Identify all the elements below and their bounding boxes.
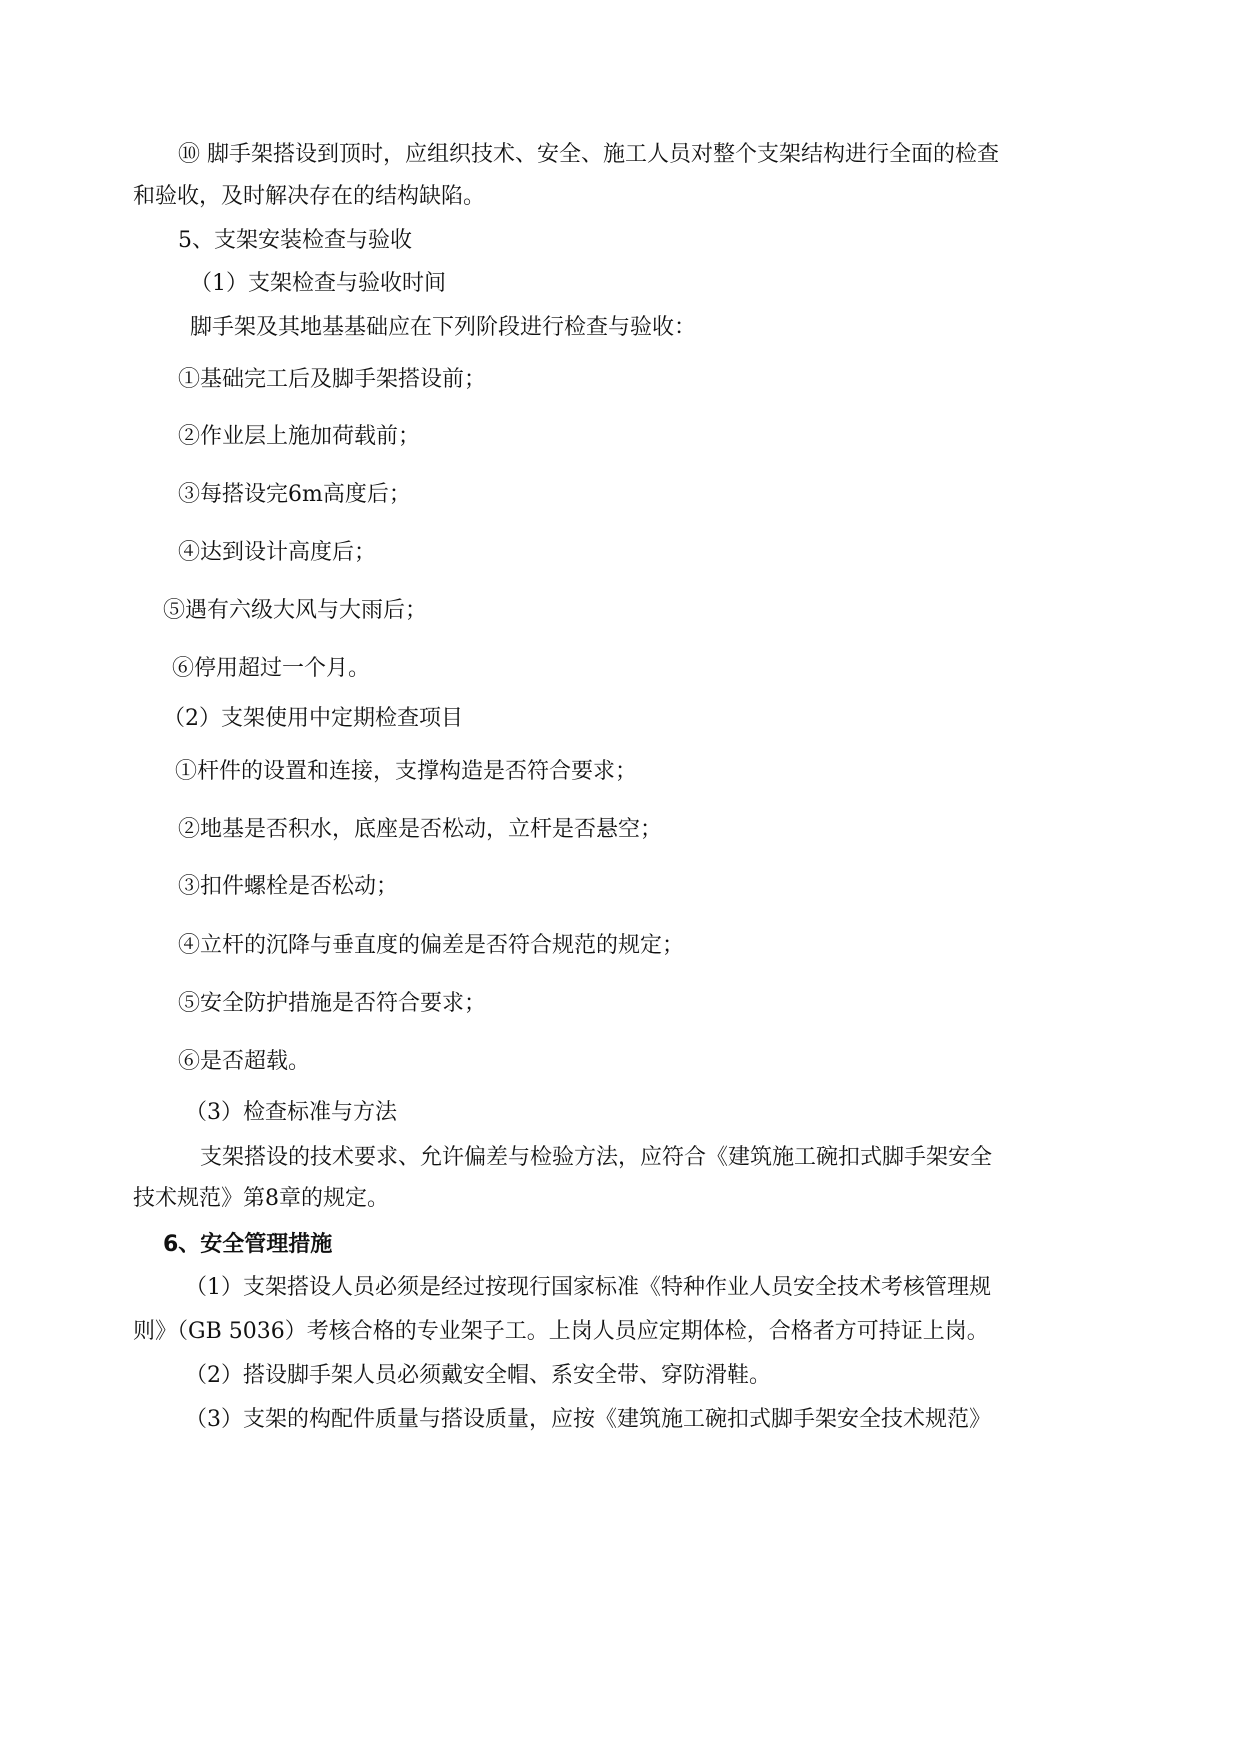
section-heading: 5、支架安装检查与验收: [178, 228, 412, 253]
list-item: ⑤遇有六级大风与大雨后；: [163, 598, 428, 623]
subsection-heading: （1）支架检查与验收时间: [190, 271, 446, 296]
paragraph-line: 则》（GB 5036）考核合格的专业架子工。上岗人员应定期体检，合格者方可持证上岗。: [133, 1319, 989, 1344]
list-item: ⑥停用超过一个月。: [172, 656, 371, 681]
paragraph-line: （3）支架的构配件质量与搭设质量，应按《建筑施工碗扣式脚手架安全技术规范》: [185, 1407, 991, 1432]
list-item: ③每搭设完6m高度后；: [178, 482, 411, 507]
paragraph-line: ⑩ 脚手架搭设到顶时，应组织技术、安全、施工人员对整个支架结构进行全面的检查: [178, 142, 999, 167]
paragraph-line: 支架搭设的技术要求、允许偏差与检验方法，应符合《建筑施工碗扣式脚手架安全: [200, 1145, 993, 1170]
list-item: ⑤安全防护措施是否符合要求；: [178, 991, 487, 1016]
list-item: ②作业层上施加荷载前；: [178, 424, 421, 449]
list-item: ①杆件的设置和连接，支撑构造是否符合要求；: [175, 759, 638, 784]
list-item: ②地基是否积水，底座是否松动，立杆是否悬空；: [178, 817, 663, 842]
list-item: ④立杆的沉降与垂直度的偏差是否符合规范的规定；: [178, 933, 685, 958]
subsection-heading: （2）支架使用中定期检查项目: [163, 706, 463, 731]
paragraph-line: （2）搭设脚手架人员必须戴安全帽、系安全带、穿防滑鞋。: [185, 1363, 771, 1388]
paragraph-line: 脚手架及其地基基础应在下列阶段进行检查与验收：: [190, 315, 697, 340]
section-heading: 6、安全管理措施: [163, 1232, 333, 1257]
list-item: ③扣件螺栓是否松动；: [178, 874, 399, 899]
paragraph-line: （1）支架搭设人员必须是经过按现行国家标准《特种作业人员安全技术考核管理规: [185, 1275, 991, 1300]
paragraph-line: 和验收，及时解决存在的结构缺陷。: [133, 184, 486, 209]
list-item: ⑥是否超载。: [178, 1049, 311, 1074]
paragraph-line: 技术规范》第8章的规定。: [133, 1186, 389, 1211]
list-item: ①基础完工后及脚手架搭设前；: [178, 367, 487, 392]
list-item: ④达到设计高度后；: [178, 540, 377, 565]
subsection-heading: （3）检查标准与方法: [185, 1100, 397, 1125]
